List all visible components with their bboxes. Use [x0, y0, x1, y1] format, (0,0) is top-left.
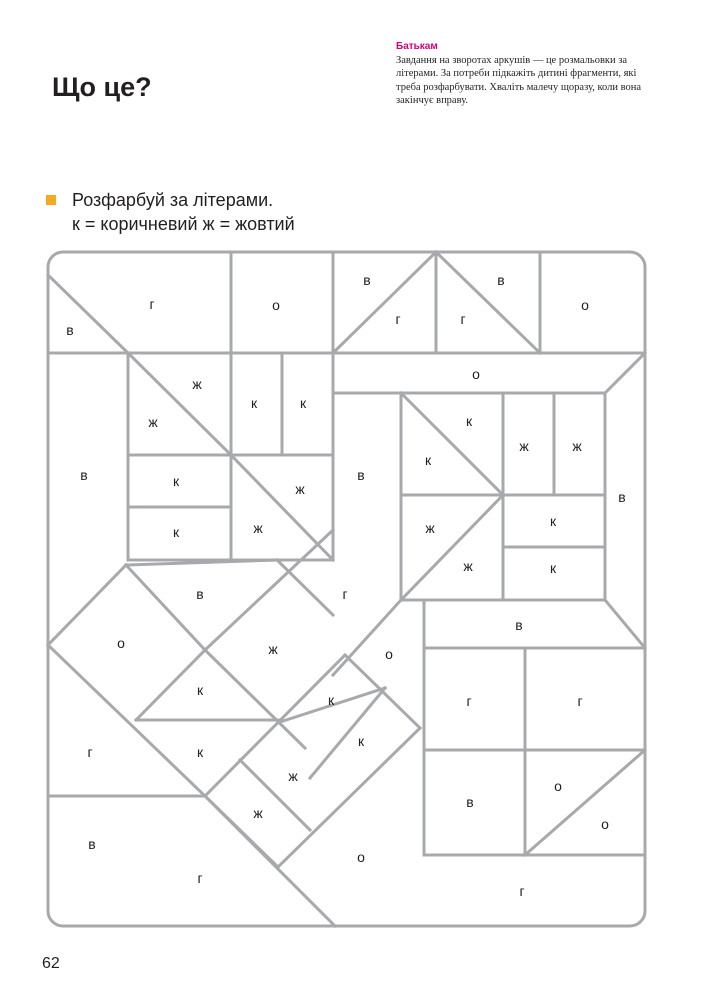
cell-letter: к [250, 395, 258, 411]
cell-letter: в [357, 467, 365, 483]
cell-letter: ж [519, 438, 529, 454]
parents-note-heading: Батькам [396, 41, 438, 52]
task-line-1: Розфарбуй за літерами. [72, 190, 274, 210]
page-number: 62 [42, 955, 60, 972]
task-line-2: к = коричневий ж = жовтий [72, 214, 295, 234]
cell-letters [66, 272, 625, 899]
cell-letter: г [577, 693, 583, 709]
cell-letter: ж [253, 805, 263, 821]
cell-letter: в [618, 489, 626, 505]
cell-letter: в [466, 794, 474, 810]
cell-letter: г [87, 744, 93, 760]
cell-letter: в [515, 617, 523, 633]
cell-letter: в [66, 322, 74, 338]
cell-letter: ж [192, 376, 202, 392]
cell-letter: в [497, 272, 505, 288]
cell-letter: ж [425, 520, 435, 536]
cell-letter: в [363, 272, 371, 288]
cell-letter: ж [572, 438, 582, 454]
cell-letter: о [601, 816, 609, 832]
cell-letter: о [385, 646, 393, 662]
cell-letter: г [197, 870, 203, 886]
cell-letter: ж [253, 520, 263, 536]
cell-letter: к [196, 744, 204, 760]
cell-letter: ж [288, 768, 298, 784]
cell-letter: г [460, 311, 466, 327]
cell-letter: к [465, 413, 473, 429]
cell-letter: ж [268, 641, 278, 657]
cell-letter: ж [295, 481, 305, 497]
cell-letter: к [196, 682, 204, 698]
parents-note-text: Завдання на зворотах аркушів — це розмальовки за літерами. За потреби підкажіть дитині фрагменти, які треба розфарбувати. Хваліть малечу щоразу, коли вона закінчує вправу. [396, 54, 642, 106]
cell-letter: к [172, 524, 180, 540]
cell-letter: к [299, 395, 307, 411]
cell-letter: г [519, 883, 525, 899]
cell-letter: в [196, 586, 204, 602]
cell-letter: к [424, 452, 432, 468]
cell-letter: о [272, 297, 280, 313]
cell-letter: к [357, 733, 365, 749]
cell-letter: г [149, 296, 155, 312]
cell-letter: ж [148, 414, 158, 430]
cell-letter: о [554, 778, 562, 794]
cell-letter: в [80, 467, 88, 483]
cell-letter: о [357, 849, 365, 865]
cell-letter: г [342, 586, 348, 602]
cell-letter: ж [463, 558, 473, 574]
page-title: Що це? [52, 72, 152, 102]
cell-letter: в [88, 836, 96, 852]
cell-letter: о [581, 297, 589, 313]
cell-letter: к [327, 692, 335, 708]
cell-letter: о [117, 635, 125, 651]
cell-letter: о [472, 366, 480, 382]
cell-letter: к [549, 513, 557, 529]
cell-letter: к [172, 473, 180, 489]
cell-letter: г [395, 311, 401, 327]
cell-letter: г [466, 693, 472, 709]
cell-letter: к [549, 560, 557, 576]
